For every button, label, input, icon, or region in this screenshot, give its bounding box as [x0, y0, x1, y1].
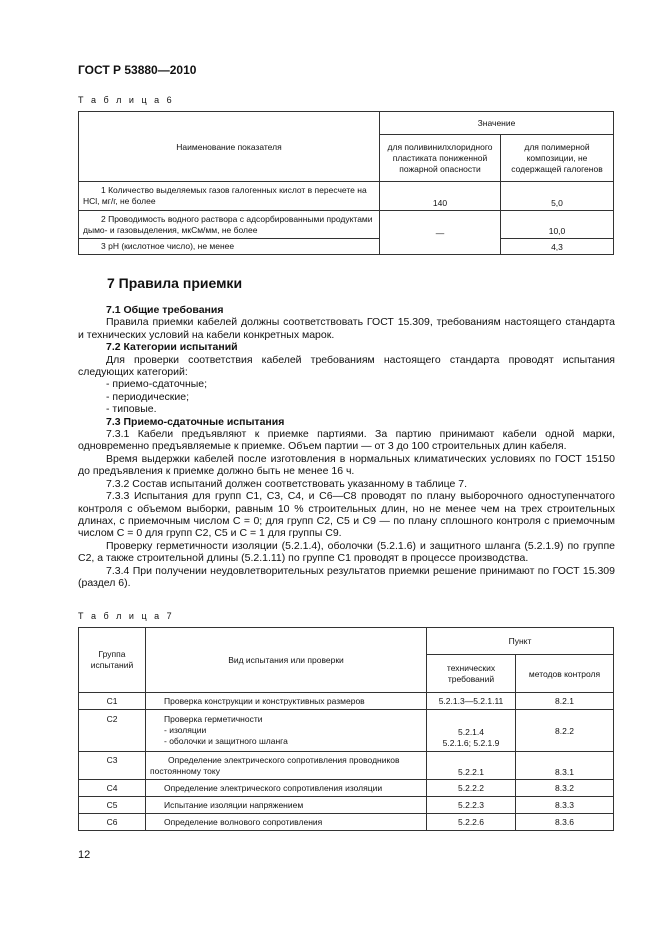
- table7-method: 8.3.1: [516, 752, 614, 780]
- table6-value-header: Значение: [380, 112, 614, 135]
- table7-method: 8.3.6: [516, 814, 614, 831]
- table6-row-v2: 5,0: [501, 182, 614, 211]
- table7-tech: 5.2.2.6: [427, 814, 516, 831]
- table7-tech: 5.2.2.3: [427, 797, 516, 814]
- table7-caption: Т а б л и ц а 7: [78, 611, 175, 621]
- table6-row-v2: 10,0: [501, 211, 614, 239]
- paragraph: Правила приемки кабелей должны соответствовать ГОСТ 15.309, требованиям настоящего стандарта и технических условий на кабели конкретных марок.: [78, 316, 615, 341]
- paragraph: Время выдержки кабелей после изготовления в нормальных климатических условиях по ГОСТ 15150 до предъявления к приемке должно быть не менее 16 ч.: [78, 452, 615, 478]
- table7-test: Определение электрического сопротивления проводников постоянному току: [146, 752, 427, 780]
- table6-row-name: 2 Проводимость водного раствора с адсорбированными продуктами дымо- и газовыделения, мкСм/мм, не более: [79, 211, 380, 239]
- table7-method: 8.2.1: [516, 693, 614, 710]
- paragraph: 7.3.2 Состав испытаний должен соответствовать указанному в таблице 7.: [106, 477, 467, 490]
- paragraph: 7.3.3 Испытания для групп С1, С3, С4, и С6—С8 проводят по плану выборочного одноступенчатого контроля с объемом выборки, равным 10 % строительных длин, но не менее чем на трех строительных длинах, с приемочным числом С = 0; для групп С2, С5 и С9 — по плану сплошного контроля с приемочным числом С = 0 для групп С2, С5 и С = 1 для группы С9.: [78, 490, 615, 540]
- table7-method: 8.2.2: [516, 710, 614, 752]
- table7-tech: 5.2.1.4 5.2.1.6; 5.2.1.9: [427, 710, 516, 752]
- table7-group: С2: [79, 710, 146, 752]
- table6-row-v2: 4,3: [501, 239, 614, 255]
- table7-method: 8.3.3: [516, 797, 614, 814]
- section-body: [78, 304, 615, 589]
- table7-group: С1: [79, 693, 146, 710]
- table6-caption: Т а б л и ц а 6: [78, 95, 175, 105]
- table7-group: С4: [79, 780, 146, 797]
- table7-group: С5: [79, 797, 146, 814]
- paragraph: 7.3.4 При получении неудовлетворительных результатов приемки решение принимают по ГОСТ 15.309 (раздел 6).: [78, 564, 615, 589]
- table7-group-header: Группа испытаний: [79, 628, 146, 693]
- table7-tech-header: технических требований: [427, 655, 516, 693]
- table-row: [79, 211, 614, 239]
- list-item: - приемо-сдаточные;: [106, 378, 208, 391]
- table6-row-name: 3 pH (кислотное число), не менее: [79, 239, 380, 255]
- table-row: [79, 239, 614, 255]
- table7-group: С6: [79, 814, 146, 831]
- table7-method: 8.3.2: [516, 780, 614, 797]
- table6-subheader-halogen-free: для полимерной композиции, не содержащей галогенов: [501, 135, 614, 182]
- table6-subheader-pvc: для поливинилхлоридного пластиката пониженной пожарной опасности: [380, 135, 501, 182]
- list-item: - типовые.: [106, 403, 157, 416]
- table7-test: Проверка герметичности - изоляции - оболочки и защитного шланга: [146, 710, 427, 752]
- table7-test: Определение электрического сопротивления изоляции: [146, 780, 427, 797]
- page-number: 12: [78, 849, 91, 861]
- section-heading: 7 Правила приемки: [107, 275, 243, 291]
- table7-test: Испытание изоляции напряжением: [146, 797, 427, 814]
- table-row: [79, 710, 614, 752]
- table7-test: Определение волнового сопротивления: [146, 814, 427, 831]
- paragraph: 7.3.1 Кабели предъявляют к приемке партиями. За партию принимают кабели одной марки, одновременно предъявляемые к приемке. Объем партии — от 3 до 100 строительных длин кабеля.: [78, 428, 615, 453]
- subsection-title: 7.3 Приемо-сдаточные испытания: [106, 415, 285, 428]
- table6-name-header: Наименование показателя: [79, 112, 380, 182]
- table7: [78, 627, 614, 831]
- table7-group: С3: [79, 752, 146, 780]
- table6-row-name: 1 Количество выделяемых газов галогенных кислот в пересчете на HCl, мг/г, не более: [79, 182, 380, 211]
- table-row: [79, 814, 614, 831]
- document-code: ГОСТ Р 53880—2010: [78, 63, 197, 77]
- subsection-title: 7.1 Общие требования: [106, 304, 224, 316]
- list-item: - периодические;: [106, 390, 190, 403]
- table-row: [79, 182, 614, 211]
- table-row: [79, 780, 614, 797]
- table7-test: Проверка конструкции и конструктивных размеров: [146, 693, 427, 710]
- table6-row-v1: —: [380, 211, 501, 255]
- table7-tech: 5.2.1.3—5.2.1.11: [427, 693, 516, 710]
- table6: [78, 111, 614, 255]
- table7-tech: 5.2.2.1: [427, 752, 516, 780]
- table7-method-header: методов контроля: [516, 655, 614, 693]
- table7-item-header: Пункт: [427, 628, 614, 655]
- paragraph: Для проверки соответствия кабелей требованиям настоящего стандарта проводят испытания следующих категорий:: [78, 353, 615, 379]
- table7-test-header: Вид испытания или проверки: [146, 628, 427, 693]
- table-row: [79, 693, 614, 710]
- subsection-title: 7.2 Категории испытаний: [106, 341, 238, 354]
- paragraph: Проверку герметичности изоляции (5.2.1.4), оболочки (5.2.1.6) и защитного шланга (5.2.1.9) по группе С2, а также строительной длины (5.2.1.11) по группе С1 проводят в процессе производства.: [78, 539, 615, 565]
- table7-tech: 5.2.2.2: [427, 780, 516, 797]
- table6-row-v1: 140: [380, 182, 501, 211]
- table-row: [79, 797, 614, 814]
- table-row: [79, 752, 614, 780]
